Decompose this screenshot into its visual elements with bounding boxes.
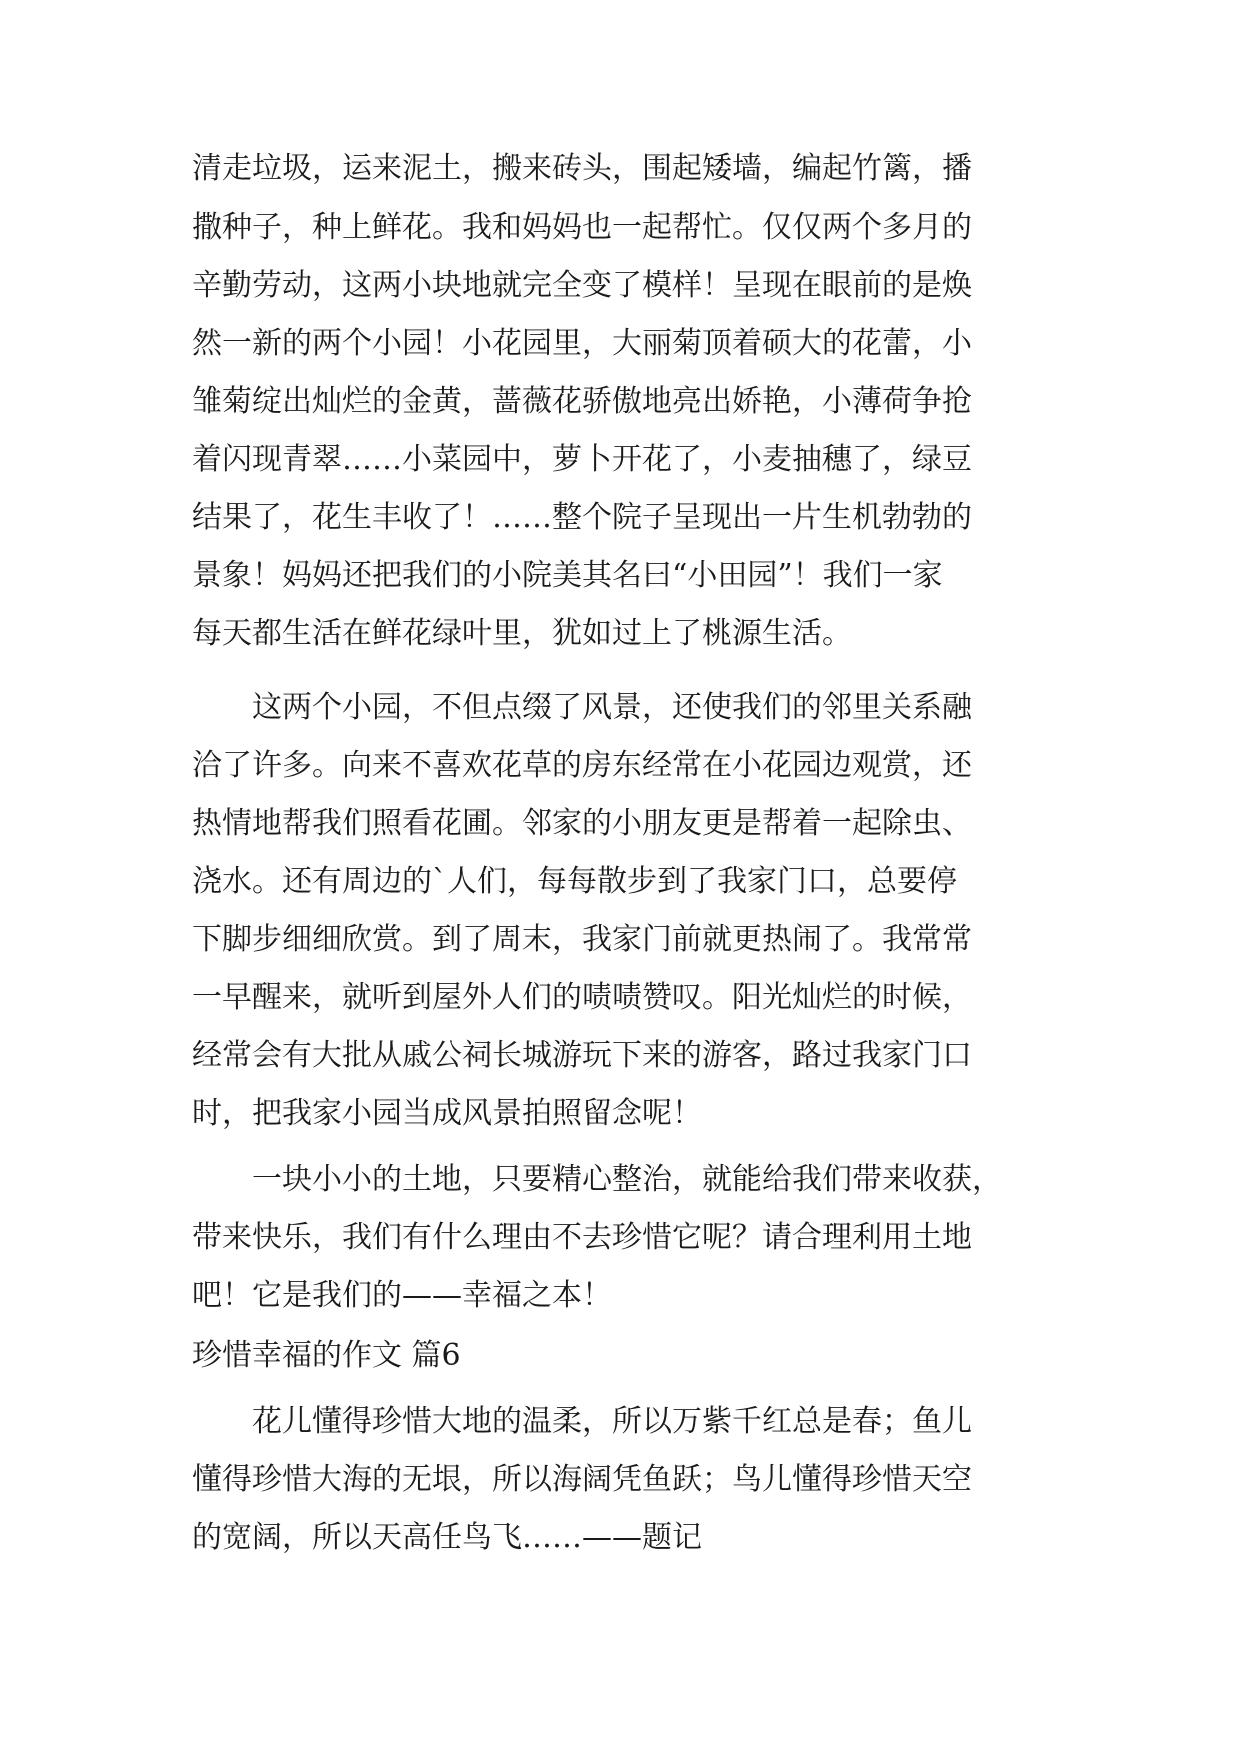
text-line: 然一新的两个小园！小花园里，大丽菊顶着硕大的花蕾，小 bbox=[192, 326, 972, 361]
text-line: 雏菊绽出灿烂的金黄，蔷薇花骄傲地亮出娇艳，小薄荷争抢 bbox=[192, 384, 972, 419]
text-line: 懂得珍惜大海的无垠，所以海阔凭鱼跃；鸟儿懂得珍惜天空 bbox=[192, 1462, 972, 1497]
text-line: 撒种子，种上鲜花。我和妈妈也一起帮忙。仅仅两个多月的 bbox=[192, 210, 972, 245]
text-line: 着闪现青翠……小菜园中，萝卜开花了，小麦抽穗了，绿豆 bbox=[192, 442, 972, 477]
section-heading: 珍惜幸福的作文 篇6 bbox=[192, 1338, 461, 1373]
text-line: 时，把我家小园当成风景拍照留念呢！ bbox=[192, 1096, 702, 1131]
text-line: 带来快乐，我们有什么理由不去珍惜它呢？请合理利用土地 bbox=[192, 1220, 972, 1255]
text-line: 清走垃圾，运来泥土，搬来砖头，围起矮墙，编起竹篱，播 bbox=[192, 151, 972, 186]
text-line: 的宽阔，所以天高任鸟飞……——题记 bbox=[192, 1520, 702, 1555]
text-line: 洽了许多。向来不喜欢花草的房东经常在小花园边观赏，还 bbox=[192, 748, 972, 783]
text-line: 每天都生活在鲜花绿叶里，犹如过上了桃源生活。 bbox=[192, 616, 852, 651]
text-line: 热情地帮我们照看花圃。邻家的小朋友更是帮着一起除虫、 bbox=[192, 806, 972, 841]
text-line: 经常会有大批从戚公祠长城游玩下来的游客，路过我家门口 bbox=[192, 1038, 972, 1073]
text-line: 辛勤劳动，这两小块地就完全变了模样！呈现在眼前的是焕 bbox=[192, 268, 972, 303]
text-line: 吧！它是我们的——幸福之本！ bbox=[192, 1278, 612, 1313]
paragraph-start-line: 一块小小的土地，只要精心整治，就能给我们带来收获， bbox=[192, 1162, 1002, 1197]
paragraph-start-line: 花儿懂得珍惜大地的温柔，所以万紫千红总是春；鱼儿 bbox=[192, 1404, 972, 1439]
text-line: 景象！妈妈还把我们的小院美其名曰“小田园”！我们一家 bbox=[192, 558, 943, 593]
paragraph-start-line: 这两个小园，不但点缀了风景，还使我们的邻里关系融 bbox=[192, 690, 972, 725]
text-line: 一早醒来，就听到屋外人们的啧啧赞叹。阳光灿烂的时候， bbox=[192, 980, 972, 1015]
text-line: 结果了，花生丰收了！……整个院子呈现出一片生机勃勃的 bbox=[192, 500, 972, 535]
text-line: 浇水。还有周边的`人们，每每散步到了我家门口，总要停 bbox=[192, 864, 957, 899]
text-line: 下脚步细细欣赏。到了周末，我家门前就更热闹了。我常常 bbox=[192, 922, 972, 957]
